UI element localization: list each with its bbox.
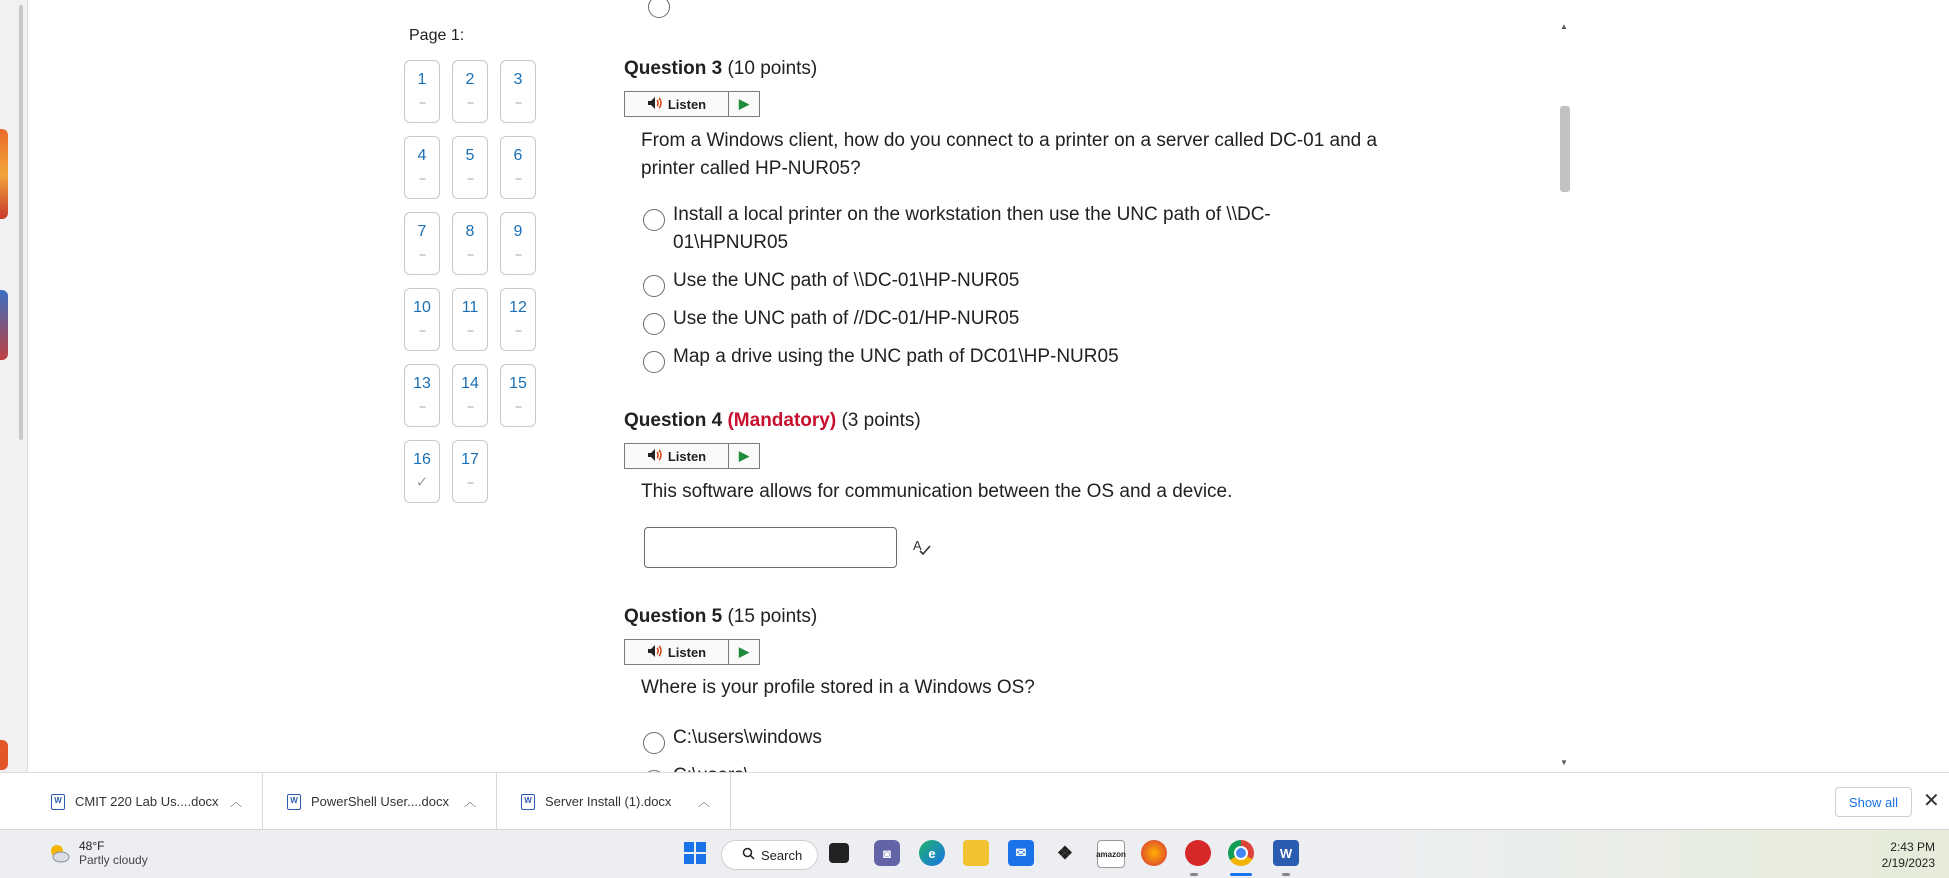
show-all-button[interactable]: Show all — [1835, 787, 1912, 817]
question-number: 6 — [513, 147, 523, 164]
q5-option-1[interactable]: C:\users\windows — [643, 724, 822, 754]
unanswered-marker: -- — [419, 323, 425, 337]
q3-option-4[interactable]: Map a drive using the UNC path of DC01\HP-NUR05 — [643, 343, 1119, 373]
chrome-icon[interactable] — [1228, 840, 1254, 866]
dropbox-icon[interactable]: ❖ — [1056, 842, 1074, 863]
question-number: 1 — [417, 71, 427, 88]
scroll-thumb[interactable] — [1560, 106, 1570, 192]
question-number: 16 — [413, 451, 431, 468]
word-icon[interactable]: W — [1273, 840, 1299, 866]
mail-icon[interactable]: ✉ — [1008, 840, 1034, 866]
question-5-text: Where is your profile stored in a Windows OS? — [641, 677, 1035, 698]
question-number: 10 — [413, 299, 431, 316]
q3-option-2[interactable]: Use the UNC path of \\DC-01\HP-NUR05 — [643, 267, 1019, 297]
download-item[interactable]: W Server Install (1).docx ︿ — [497, 773, 731, 830]
unanswered-marker: -- — [467, 247, 473, 261]
download-item[interactable]: W PowerShell User....docx ︿ — [263, 773, 497, 830]
unanswered-marker: -- — [419, 247, 425, 261]
question-nav-6[interactable] — [500, 136, 536, 199]
word-doc-icon: W — [521, 794, 535, 810]
question-number: 4 — [417, 147, 427, 164]
edge-browser-icon[interactable]: e — [919, 840, 945, 866]
unanswered-marker: -- — [467, 399, 473, 413]
question-number: 2 — [465, 71, 475, 88]
speaker-icon — [647, 644, 663, 661]
question-3-title: Question 3 (10 points) — [624, 58, 818, 79]
side-tab[interactable] — [0, 129, 8, 219]
question-nav-8[interactable] — [452, 212, 488, 275]
listen-button[interactable]: Listen ▶ — [624, 443, 760, 469]
play-icon[interactable]: ▶ — [739, 644, 749, 659]
q3-option-3[interactable]: Use the UNC path of //DC-01/HP-NUR05 — [643, 305, 1019, 335]
chevron-up-icon[interactable]: ︿ — [463, 795, 476, 809]
windows-start-icon[interactable] — [682, 840, 708, 866]
question-nav-7[interactable] — [404, 212, 440, 275]
running-indicator — [1282, 873, 1290, 876]
answer-input[interactable] — [644, 527, 897, 568]
question-nav-3[interactable] — [500, 60, 536, 123]
listen-button[interactable]: Listen ▶ — [624, 639, 760, 665]
unanswered-marker: -- — [419, 399, 425, 413]
question-nav-15[interactable] — [500, 364, 536, 427]
question-nav-17[interactable] — [452, 440, 488, 503]
scroll-down-icon[interactable]: ▼ — [1560, 758, 1568, 767]
chevron-up-icon[interactable]: ︿ — [229, 795, 242, 809]
system-clock[interactable]: 2:43 PM 2/19/2023 — [1881, 840, 1935, 870]
unanswered-marker: -- — [515, 95, 521, 109]
question-number: 15 — [509, 375, 527, 392]
play-icon[interactable]: ▶ — [739, 448, 749, 463]
word-doc-icon: W — [51, 794, 65, 810]
unanswered-marker: -- — [467, 171, 473, 185]
question-number: 3 — [513, 71, 523, 88]
spellcheck-icon[interactable] — [912, 537, 932, 562]
question-nav-13[interactable] — [404, 364, 440, 427]
radio-button[interactable] — [643, 275, 665, 297]
question-nav-10[interactable] — [404, 288, 440, 351]
question-nav-2[interactable] — [452, 60, 488, 123]
question-nav-9[interactable] — [500, 212, 536, 275]
amazon-icon[interactable]: amazon — [1097, 840, 1125, 868]
question-4-text: This software allows for communication between the OS and a device. — [641, 481, 1233, 502]
vpn-app-icon[interactable] — [1185, 840, 1211, 866]
question-number: 17 — [461, 451, 479, 468]
unanswered-marker: -- — [419, 95, 425, 109]
search-icon — [742, 847, 755, 863]
weather-widget[interactable]: 48°F Partly cloudy — [47, 839, 148, 867]
taskbar — [0, 829, 1949, 878]
question-number: 5 — [465, 147, 475, 164]
word-doc-icon: W — [287, 794, 301, 810]
listen-button[interactable]: Listen ▶ — [624, 91, 760, 117]
question-number: 11 — [461, 299, 479, 316]
question-number: 13 — [413, 375, 431, 392]
side-tab[interactable] — [0, 740, 8, 770]
answered-check-icon: ✓ — [415, 474, 429, 491]
question-number: 14 — [461, 375, 479, 392]
partly-cloudy-icon — [47, 841, 71, 865]
running-indicator — [1190, 873, 1198, 876]
q3-option-1[interactable]: Install a local printer on the workstation then use the UNC path of \\DC-01\HPNUR05 — [643, 201, 1323, 257]
left-scrollbar[interactable] — [19, 5, 23, 440]
unanswered-marker: -- — [515, 247, 521, 261]
radio-button[interactable] — [643, 209, 665, 231]
question-5-title: Question 5 (15 points) — [624, 606, 818, 627]
question-nav-12[interactable] — [500, 288, 536, 351]
question-number: 9 — [513, 223, 523, 240]
play-icon[interactable]: ▶ — [739, 96, 749, 111]
question-nav-14[interactable] — [452, 364, 488, 427]
page-scrollbar[interactable] — [1559, 22, 1571, 770]
question-nav-5[interactable] — [452, 136, 488, 199]
unanswered-marker: -- — [515, 399, 521, 413]
unanswered-marker: -- — [515, 171, 521, 185]
scroll-up-icon[interactable]: ▲ — [1560, 22, 1568, 31]
close-icon[interactable]: ✕ — [1923, 790, 1940, 812]
q5-option-2-clipped[interactable] — [643, 762, 843, 772]
svg-text:A: A — [913, 538, 922, 553]
unanswered-marker: -- — [419, 171, 425, 185]
teams-chat-icon[interactable]: ◙ — [874, 840, 900, 866]
radio-button[interactable] — [643, 732, 665, 754]
task-view-icon[interactable] — [829, 843, 849, 863]
question-number: 12 — [509, 299, 527, 316]
side-tab[interactable] — [0, 290, 8, 360]
chevron-up-icon[interactable]: ︿ — [697, 795, 710, 809]
page-label: Page 1: — [409, 27, 465, 44]
question-4-title: Question 4 (Mandatory) (3 points) — [624, 410, 921, 431]
download-item[interactable]: W CMIT 220 Lab Us....docx ︿ — [27, 773, 263, 830]
question-nav-11[interactable] — [452, 288, 488, 351]
unanswered-marker: -- — [467, 323, 473, 337]
taskbar-search[interactable]: Search — [721, 840, 818, 870]
unanswered-marker: -- — [467, 475, 473, 489]
question-3-text: From a Windows client, how do you connect to a printer on a server called DC-01 and a printer called HP-NUR05? — [641, 130, 1378, 179]
question-number: 7 — [417, 223, 427, 240]
unanswered-marker: -- — [515, 323, 521, 337]
question-nav-1[interactable] — [404, 60, 440, 123]
speaker-icon — [647, 448, 663, 465]
radio-button[interactable] — [643, 313, 665, 335]
question-number: 8 — [465, 223, 475, 240]
file-explorer-icon[interactable] — [963, 840, 989, 866]
left-window-edge — [0, 0, 28, 772]
download-bar — [0, 772, 1949, 830]
unanswered-marker: -- — [467, 95, 473, 109]
question-nav-16[interactable] — [404, 440, 440, 503]
active-indicator — [1230, 873, 1252, 876]
partial-radio — [648, 8, 670, 22]
speaker-icon — [647, 96, 663, 113]
firefox-icon[interactable] — [1141, 840, 1167, 866]
radio-button[interactable] — [643, 351, 665, 373]
question-nav-4[interactable] — [404, 136, 440, 199]
